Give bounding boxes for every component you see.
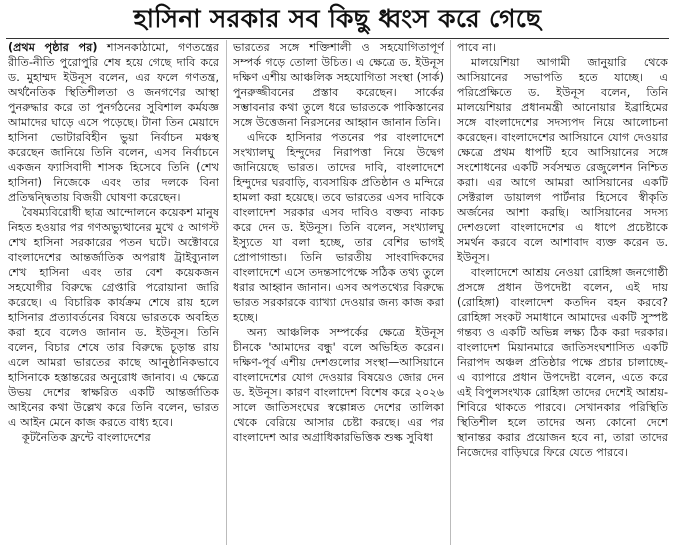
article-column-2 [233,40,444,548]
paragraph [8,40,219,205]
paragraph-text: শাসনকাঠামো, গণতন্ত্রের রীতি-নীতি পুরোপুরি শেষ হয়ে গেছে দাবি করে ড. মুহাম্মদ ইউনূস বলেন, এর ফলে গণতন্ত্র, অর্থনৈতিক স্থিতিশীলতা ও জনগণের আস্থা পুনরুদ্ধার করে তা পুনর্গঠনের সুবিশাল কর্মযজ্ঞ আমাদের ঘাড়ে এসে পড়েছে। টানা তিন মেয়াদে হাসিনা ভোটারবিহীন ভুয়া নির্বাচন মঞ্চস্থ করেছেন জানিয়ে তিনি বলেন, এসব নির্বাচনে একজন ফ্যাসিবাদী শাসক হিসেবে তিনি (শেখ হাসিনা) নিজেকে এবং তার দলকে বিনা প্রতিদ্বন্দ্বিতায় বিজয়ী ঘোষণা করেছেন। [8,41,219,204]
article-column-1 [8,40,219,548]
paragraph: বৈষম্যবিরোধী ছাত্র আন্দোলনে কয়েকশ মানুষ নিহত হওয়ার পর গণঅভ্যুত্থানের মুখে ৫ আগস্ট শেখ হাসিনা সরকারের পতন ঘটে। অক্টোবরে বাংলাদেশের আন্তর্জাতিক অপরাধ ট্রাইব্যুনাল শেখ হাসিনা এবং তার বেশ কয়েকজন সহযোগীর বিরুদ্ধে গ্রেপ্তারি পরোয়ানা জারি করেছে। এ বিচারিক কার্যক্রম শেষে রায় হলে হাসিনার প্রত্যাবর্তনের বিষয়ে ভারতকে অবহিত করা হবে বলেও জানান ড. ইউনূস। তিনি বলেন, বিচার শেষে তার বিরুদ্ধে চূড়ান্ত রায় এলে আমরা ভারতের কাছে আনুষ্ঠানিকভাবে হাসিনাকে হস্তান্তরের অনুরোধ জানাব। এ ক্ষেত্রে উভয় দেশের স্বাক্ষরিত একটি আন্তর্জাতিক আইনের কথা উল্লেখ করে তিনি বলেন, ভারত এ আইন মেনে কাজ করতে বাধ্য হবে। [8,206,219,429]
paragraph: পাবে না। [457,41,497,54]
headline: হাসিনা সরকার সব কিছু ধ্বংস করে গেছে [133,4,542,33]
column-divider [450,40,451,545]
column-divider [226,40,227,545]
headline-divider [6,38,669,39]
paragraph: ভারতের সঙ্গে শক্তিশালী ও সহযোগিতাপূর্ণ সম্পর্ক গড়ে তোলা উচিত। এ ক্ষেত্রে ড. ইউনূস দক্ষিণ এশীয় আঞ্চলিক সহযোগিতা সংস্থা (সার্ক) পুনরুজ্জীবনের প্রস্তাব করেছেন। সার্কের সম্ভাবনার কথা তুলে ধরে ভারতকে পাকিস্তানের সঙ্গে উত্তেজনা নিরসনের আহ্বান জানান তিনি। [233,41,444,129]
paragraph: অন্য আঞ্চলিক সম্পর্কের ক্ষেত্রে ইউনূস চীনকে 'আমাদের বন্ধু' বলে অভিহিত করেন। দক্ষিণ-পূর্ব এশীয় দেশগুলোর সংস্থা—আসিয়ানে বাংলাদেশের যোগ দেওয়ার বিষয়েও জোর দেন ড. ইউনূস। কারণ বাংলাদেশ বিশেষ করে ২০২৬ সালে জাতিসংঘের স্বল্পোন্নত দেশের তালিকা থেকে বেরিয়ে আসার চেষ্টা করছে। এর পর বাংলাদেশ আর অগ্রাধিকারভিত্তিক শুল্ক সুবিধা [233,326,444,444]
paragraph: কূটনৈতিক ফ্রন্টে বাংলাদেশের [22,431,151,444]
paragraph: এদিকে হাসিনার পতনের পর বাংলাদেশে সংখ্যালঘু হিন্দুদের নিরাপত্তা নিয়ে উদ্বেগ জানিয়েছে ভারত। তাদের দাবি, বাংলাদেশে হিন্দুদের ঘরবাড়ি, ব্যবসায়িক প্রতিষ্ঠান ও মন্দিরে হামলা করা হয়েছে। তবে ভারতের এসব দাবিকে বাংলাদেশ সরকার এসব দাবিও বক্তব্য নাকচ করে দেন ড. ইউনূস। তিনি বলেন, সংখ্যালঘু ইস্যুতে যা বলা হচ্ছে, তার বেশির ভাগই প্রোপাগান্ডা। তিনি ভারতীয় সাংবাদিকদের বাংলাদেশে এসে তদন্তসাপেক্ষে সঠিক তথ্য তুলে ধরার আহ্বান জানান। এসব অপতথ্যের বিরুদ্ধে ভারত সরকারকে ব্যাখ্যা দেওয়ার জন্য কাজ করা হচ্ছে। [233,131,444,324]
article-column-3 [457,40,668,548]
paragraph: বাংলাদেশে আশ্রয় নেওয়া রোহিঙ্গা জনগোষ্ঠী প্রসঙ্গে প্রধান উপদেষ্টা বলেন, এই দায় (রোহিঙ্গা) বাংলাদেশ কতদিন বহন করবে? রোহিঙ্গা সংকট সমাধানে আমাদের একটি সুস্পষ্ট গন্তব্য ও একটি অভিন্ন লক্ষ্য ঠিক করা দরকার। বাংলাদেশ মিয়ানমারে জাতিসংঘশাসিত একটি নিরাপদ অঞ্চল প্রতিষ্ঠার পক্ষে প্রচার চালাচ্ছে- এ ব্যাপারে প্রধান উপদেষ্টা বলেন, এতে করে এই বিপুলসংখ্যক রোহিঙ্গা তাদের দেশেই আশ্রয়-শিবিরে থাকতে পারবে। সেখানকার পরিস্থিতি স্থিতিশীল হলে তাদের অন্য কোনো দেশে স্থানান্তর করার প্রয়োজন হবে না, তারা তাদের নিজেদের বাড়িঘরে ফিরে যেতে পারবে। [457,266,668,459]
paragraph: মালয়েশিয়া আগামী জানুয়ারি থেকে আসিয়ানের সভাপতি হতে যাচ্ছে। এ পরিপ্রেক্ষিতে ড. ইউনূস বলেন, তিনি মালয়েশিয়ার প্রধানমন্ত্রী আনোয়ার ইব্রাহিমের সঙ্গে বাংলাদেশের সদস্যপদ নিয়ে আলোচনা করেছেন। বাংলাদেশের আসিয়ানে যোগ দেওয়ার ক্ষেত্রে প্রথম ধাপটি হবে আসিয়ানের সঙ্গে সংশোধনের একটি সর্বসম্মত রেজুলেশন নিশ্চিত করা। এর আগে আমরা আসিয়ানের একটি সেক্টরাল ডায়ালগ পার্টনার হিসেবে স্বীকৃতি অর্জনের আশা করছি। আসিয়ানের সদস্য দেশগুলো বাংলাদেশের এ ধাপে প্রচেষ্টাকে সমর্থন করবে বলে আশাবাদ ব্যক্ত করেন ড. ইউনূস। [457,56,668,264]
continuation-label: (প্রথম পৃষ্ঠার পর) [8,41,98,54]
